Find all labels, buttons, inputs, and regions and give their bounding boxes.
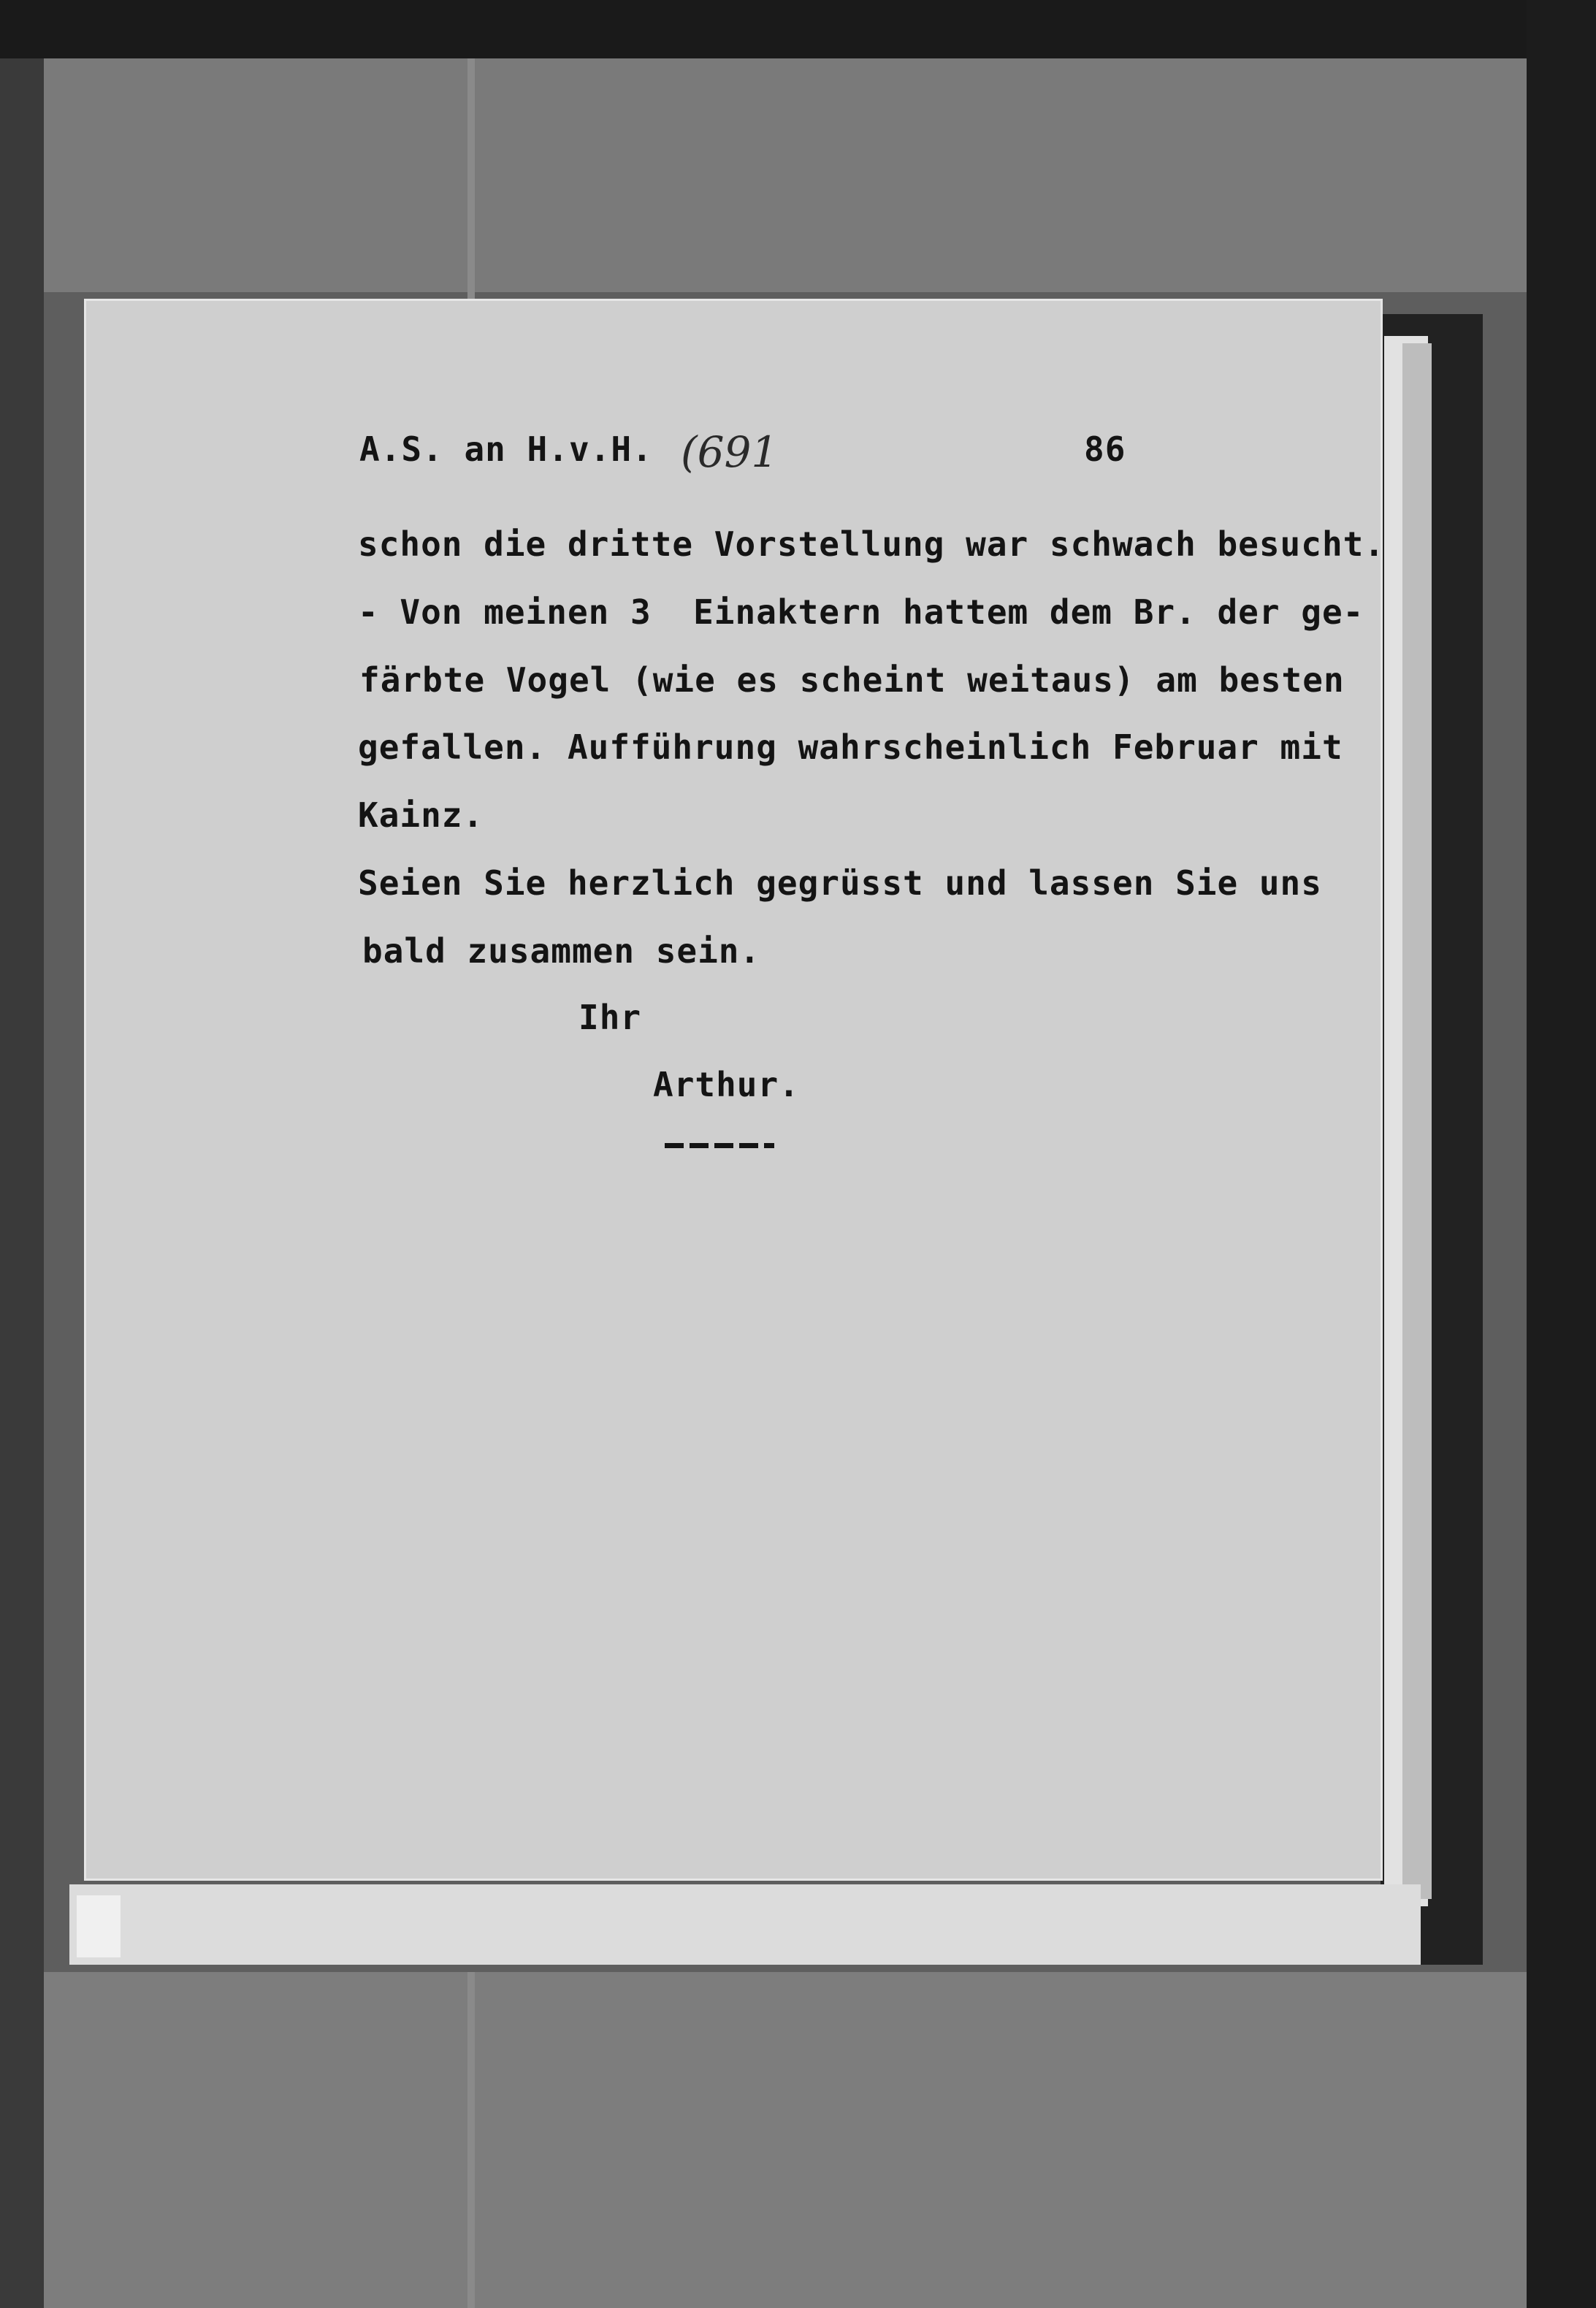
body-line: gefallen. Aufführung wahrscheinlich Februar mit [358,727,1343,767]
page-number: 86 [1084,429,1126,469]
body-line: färbte Vogel (wie es scheint weitaus) am besten [359,660,1345,700]
body-line: bald zusammen sein. [362,931,761,971]
signature-underline [665,1143,774,1148]
letter-header-sender: A.S. an H.v.H. [359,429,653,469]
closing-text: Ihr [579,998,642,1037]
body-line: - Von meinen 3 Einaktern hattem dem Br. der ge- [358,592,1364,632]
signature-text: Arthur. [653,1065,800,1104]
body-line: Seien Sie herzlich gegrüsst und lassen Sie uns [358,863,1322,903]
body-line: schon die dritte Vorstellung war schwach besucht. [358,524,1386,564]
body-line: Kainz. [358,795,484,835]
archive-number-handwritten: (691 [681,427,779,477]
